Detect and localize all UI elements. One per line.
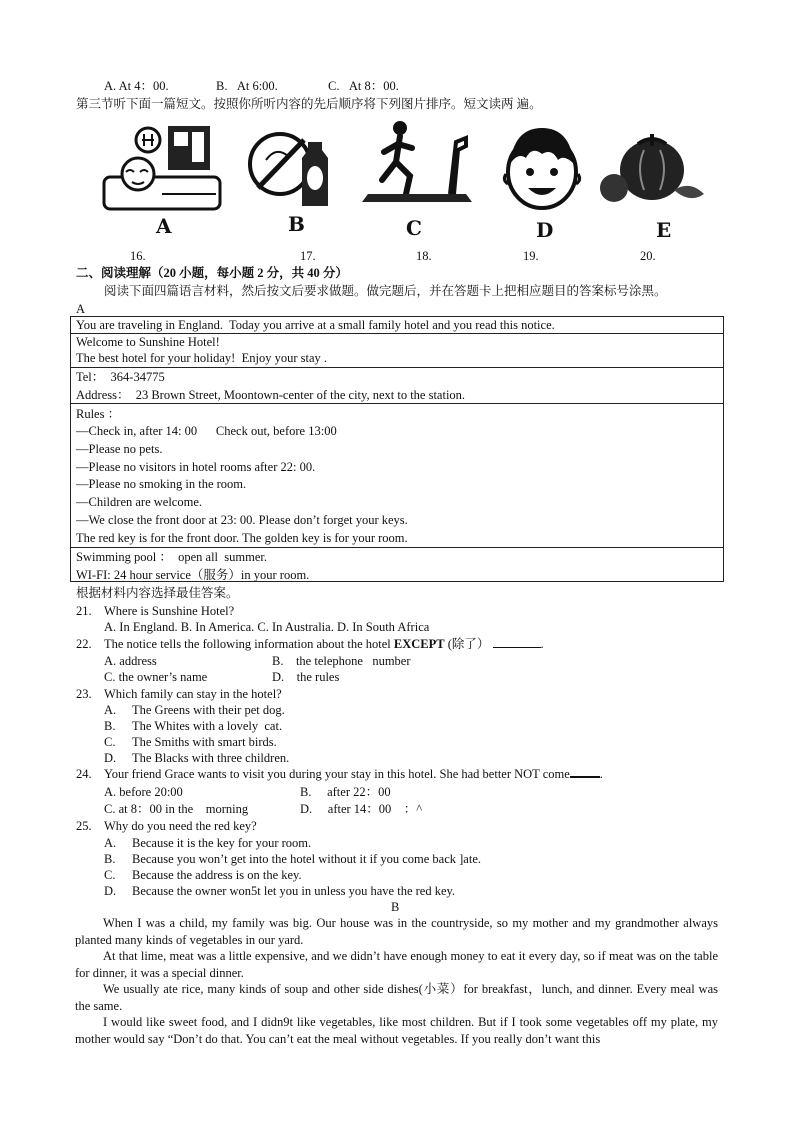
q25-option-b-text: Because you won’t get into the hotel without it if you come back ]ate.: [132, 852, 481, 866]
q22-option-b: B. the telephone number: [272, 654, 411, 668]
q25-option-d-text: Because the owner won5t let you in unless you have the red key.: [132, 884, 456, 898]
passage-b-paragraph: When I was a child, my family was big. Our house was in the countryside, so my mother and my grandmother always planted many kinds of vegetables in our yard.: [75, 916, 718, 947]
notice-address: Address： 23 Brown Street, Moontown-center of the city, next to the station.: [76, 388, 466, 402]
reading-instruction: 阅读下面四篇语言材料，然后按文后要求做题。做完题后，并在答题卡上把相应题目的答案标号涂黑。: [104, 284, 667, 298]
notice-rule: The red key is for the front door. The golden key is for your room.: [76, 530, 408, 545]
q25-option-c-text: Because the address is on the key.: [132, 868, 302, 882]
reading-heading: 二、阅读理解（20 小题，每小题 2 分，共 40 分）: [76, 266, 348, 280]
smiling-boy-face-icon: [500, 124, 584, 212]
q24-option-d: D. after 14：00 ：^: [300, 802, 423, 816]
notice-rule: —Check in, after 14: 00 Check out, before 13:00: [76, 424, 337, 438]
q23-option-a-letter: A.: [104, 703, 117, 717]
q24-number: 24.: [76, 767, 92, 781]
q15-option-b: B. At 6:00.: [216, 79, 278, 93]
picture-number-18: 18.: [416, 249, 432, 263]
q23-option-b-letter: B.: [104, 719, 116, 733]
q22-stem-except: EXCEPT: [393, 637, 445, 651]
q22-option-d: D. the rules: [272, 670, 340, 684]
q23-option-d-text: The Blacks with three children.: [132, 751, 290, 765]
notice-tel: Tel： 364-34775: [76, 370, 165, 384]
notice-rules-title: Rules ：: [76, 407, 121, 421]
q24-option-a: A. before 20:00: [104, 785, 183, 799]
picture-letter-c: C: [406, 216, 422, 240]
q25-option-d-letter: D.: [104, 884, 117, 898]
picture-letter-e: E: [656, 218, 672, 242]
q15-option-a: A. At 4：00.: [104, 79, 169, 93]
q25-stem: Why do you need the red key?: [104, 819, 257, 833]
notice-rule: —We close the front door at 23: 00. Please don’t forget your keys.: [76, 512, 408, 527]
picture-number-16: 16.: [130, 249, 146, 263]
q24-option-c: C. at 8：00 in the morning: [104, 802, 249, 816]
section3-instruction: 第三节听下面一篇短文。按照你所听内容的先后顺序将下列图片排序。短文读两 遍。: [76, 97, 542, 111]
hotel-notice: [70, 316, 724, 582]
sick-child-with-medicine-icon: [102, 122, 222, 214]
q24-option-b: B. after 22：00: [300, 785, 391, 799]
answer-blank: [493, 647, 541, 648]
q23-option-b-text: The Whites with a lovely cat.: [132, 719, 283, 733]
q22-option-c: C. the owner’s name: [104, 670, 208, 684]
passage-b-paragraph: I would like sweet food, and I didn9t like vegetables, like most children. But if I took some vegetables off my plate, my mother would say “Don’t do that. You can’t eat the meal without vegetables. If you really don’t want this: [75, 1015, 718, 1046]
picture-number-19: 19.: [523, 249, 539, 263]
q22-stem-pre: The notice tells the following information about the hotel: [104, 637, 394, 651]
q25-number: 25.: [76, 819, 92, 833]
q22-option-a: A. address: [104, 654, 157, 668]
picture-letter-b: B: [288, 212, 305, 236]
q22-stem-post: (除了）: [444, 637, 490, 651]
picture-letter-d: D: [536, 218, 554, 242]
answer-blank: [570, 776, 600, 778]
picture-strip: [96, 118, 716, 263]
fruits-vegetables-icon: [598, 130, 708, 210]
q23-option-a-text: The Greens with their pet dog.: [132, 703, 285, 717]
notice-pool: Swimming pool ： open all summer.: [76, 550, 267, 564]
picture-letter-a: A: [156, 214, 172, 238]
notice-slogan: The best hotel for your holiday! Enjoy your stay .: [76, 351, 327, 365]
q24-stem: Your friend Grace wants to visit you during your stay in this hotel. She had better NOT come .: [104, 767, 603, 781]
choose-instruction: 根据材料内容选择最佳答案。: [76, 586, 239, 600]
picture-number-20: 20.: [640, 249, 656, 263]
q22-stem: The notice tells the following information about the hotel EXCEPT (除了） .: [104, 637, 544, 651]
notice-rule: —Children are welcome.: [76, 495, 202, 510]
q23-option-c-text: The Smiths with smart birds.: [132, 735, 277, 749]
no-smoking-drinking-icon: [246, 120, 336, 210]
notice-welcome: Welcome to Sunshine Hotel!: [76, 335, 220, 349]
passage-b: [75, 915, 718, 1047]
q23-number: 23.: [76, 687, 92, 701]
q24-stem-text: Your friend Grace wants to visit you during your stay in this hotel. She had better NOT come: [104, 767, 570, 781]
q25-option-b-letter: B.: [104, 852, 116, 866]
treadmill-running-icon: [358, 118, 478, 210]
q23-option-d-letter: D.: [104, 751, 117, 765]
q23-stem: Which family can stay in the hotel?: [104, 687, 282, 701]
notice-wifi: WI-FI: 24 hour service（服务）in your room.: [76, 568, 310, 582]
q25-option-a-text: Because it is the key for your room.: [132, 836, 312, 850]
q25-option-c-letter: C.: [104, 868, 116, 882]
passage-b-paragraph: We usually ate rice, many kinds of soup and other side dishes(小菜）for breakfast，lunch, and dinner. Every meal was the same.: [75, 982, 718, 1013]
q22-number: 22.: [76, 637, 92, 651]
q15-option-c: C. At 8：00.: [328, 79, 399, 93]
q23-option-c-letter: C.: [104, 735, 116, 749]
q21-options: A. In England. B. In America. C. In Australia. D. In South Africa: [104, 620, 430, 634]
picture-number-17: 17.: [300, 249, 316, 263]
passage-b-label: B: [391, 900, 400, 914]
passage-b-paragraph: At that lime, meat was a little expensive, and we didn’t have enough money to eat it every day, so if meat was on the table for dinner, it was a special dinner.: [75, 949, 718, 980]
notice-rule: —Please no pets.: [76, 441, 163, 456]
notice-intro: You are traveling in England. Today you arrive at a small family hotel and you read this notice.: [76, 318, 555, 332]
q21-number: 21.: [76, 604, 92, 618]
q21-stem: Where is Sunshine Hotel?: [104, 604, 235, 618]
notice-rule: —Please no smoking in the room.: [76, 477, 247, 492]
notice-rule: —Please no visitors in hotel rooms after 22: 00.: [76, 459, 316, 474]
passage-a-label: A: [76, 302, 86, 316]
q25-option-a-letter: A.: [104, 836, 117, 850]
